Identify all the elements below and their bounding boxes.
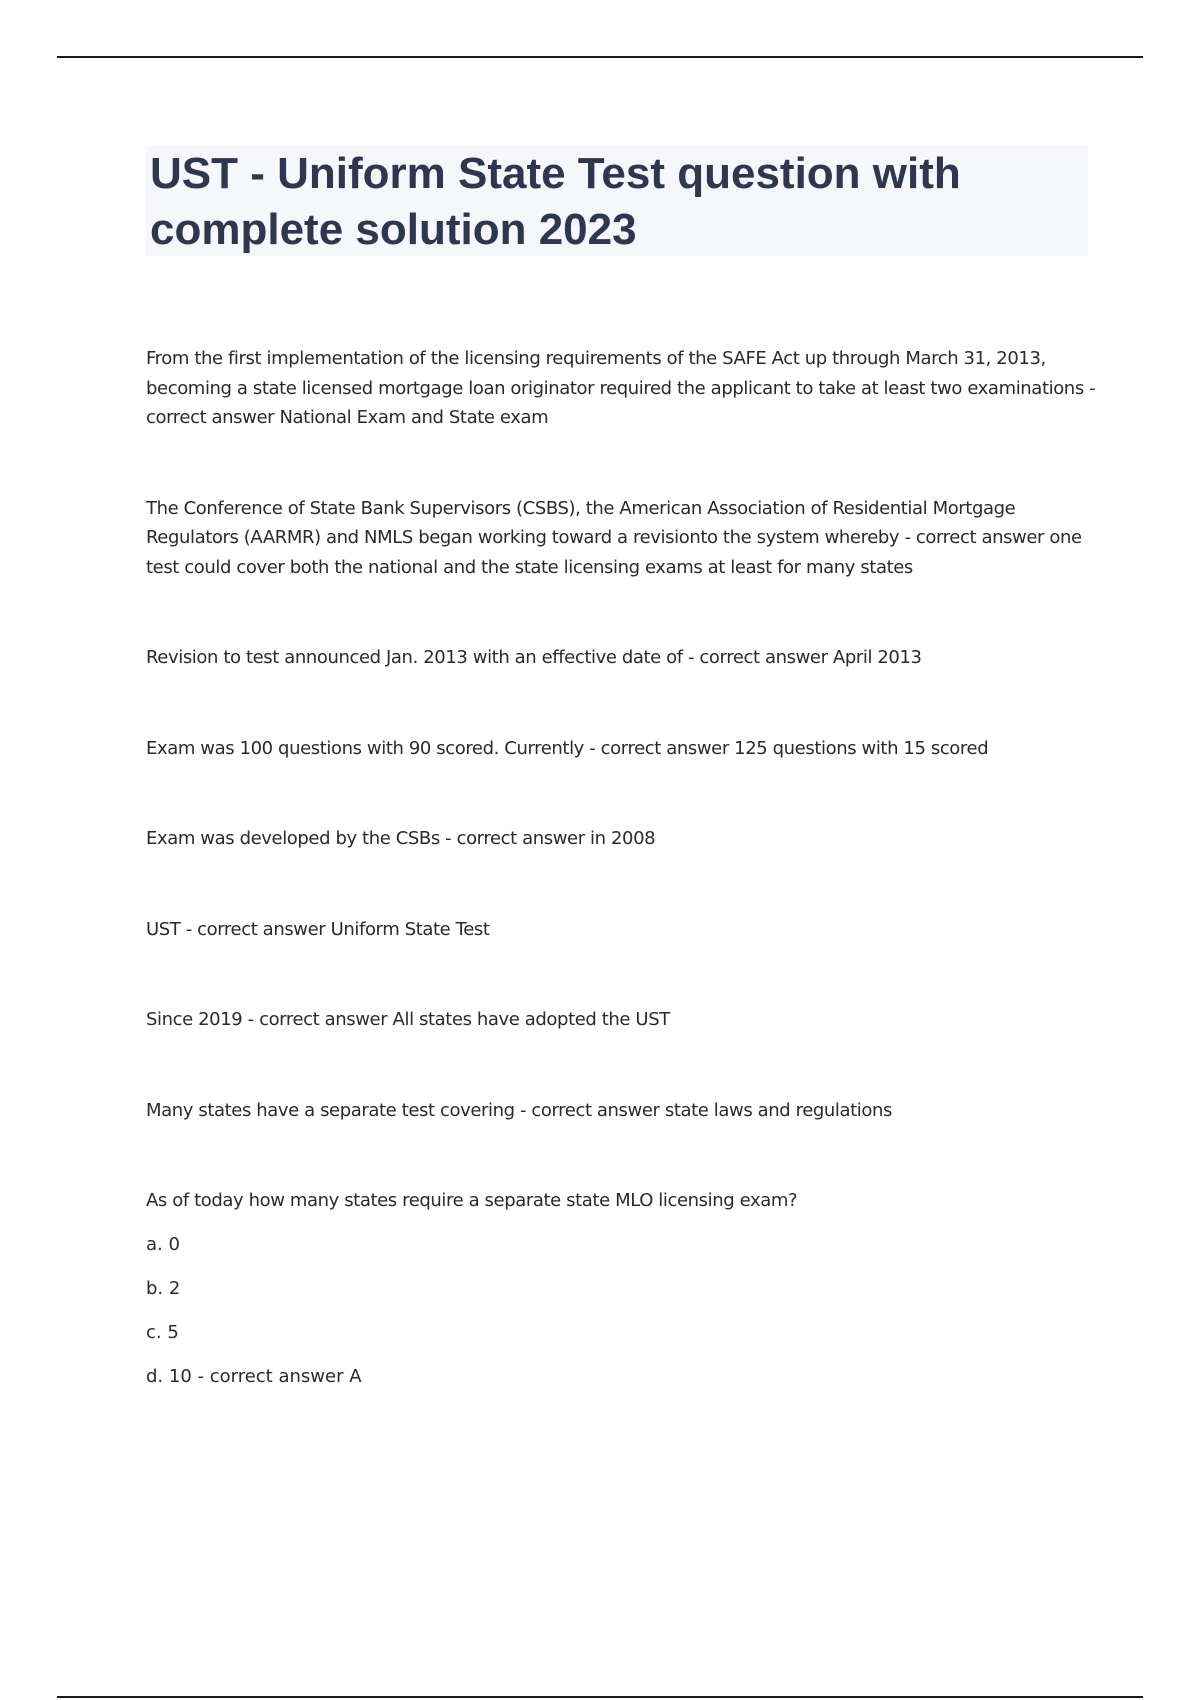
title-banner xyxy=(146,146,1088,256)
qa-item: Exam was developed by the CSBs - correct answer in 2008 xyxy=(146,828,656,849)
qa-item: Exam was 100 questions with 90 scored. Currently - correct answer 125 questions with 15 scored xyxy=(146,737,989,759)
document-body xyxy=(146,344,1096,1406)
mcq-option-a: a. 0 xyxy=(146,1233,180,1255)
qa-item: Many states have a separate test covering - correct answer state laws and regulations xyxy=(146,1099,893,1121)
bottom-rule xyxy=(57,1696,1143,1698)
mcq-question: As of today how many states require a separate state MLO licensing exam? xyxy=(146,1190,798,1211)
qa-item: The Conference of State Bank Supervisors (CSBS), the American Association of Residential Mortgage Regulators (AARMR) and NMLS began working toward a revisionto the system whereby - correct answer one test could cover both the national and the state licensing exams at least for many states xyxy=(146,497,1082,578)
qa-item: UST - correct answer Uniform State Test xyxy=(146,918,490,940)
mcq-option-d: d. 10 - correct answer A xyxy=(146,1365,362,1387)
mcq-option-b: b. 2 xyxy=(146,1277,181,1299)
page-title: UST - Uniform State Test question with complete solution 2023 xyxy=(150,149,961,254)
top-rule xyxy=(57,56,1143,58)
mcq-option-c: c. 5 xyxy=(146,1321,179,1343)
qa-item: Since 2019 - correct answer All states have adopted the UST xyxy=(146,1009,670,1030)
qa-item: Revision to test announced Jan. 2013 with an effective date of - correct answer April 2013 xyxy=(146,647,922,668)
qa-item: From the first implementation of the licensing requirements of the SAFE Act up through March 31, 2013, becoming a state licensed mortgage loan originator required the applicant to take at least two examinations - correct answer National Exam and State exam xyxy=(146,348,1096,428)
